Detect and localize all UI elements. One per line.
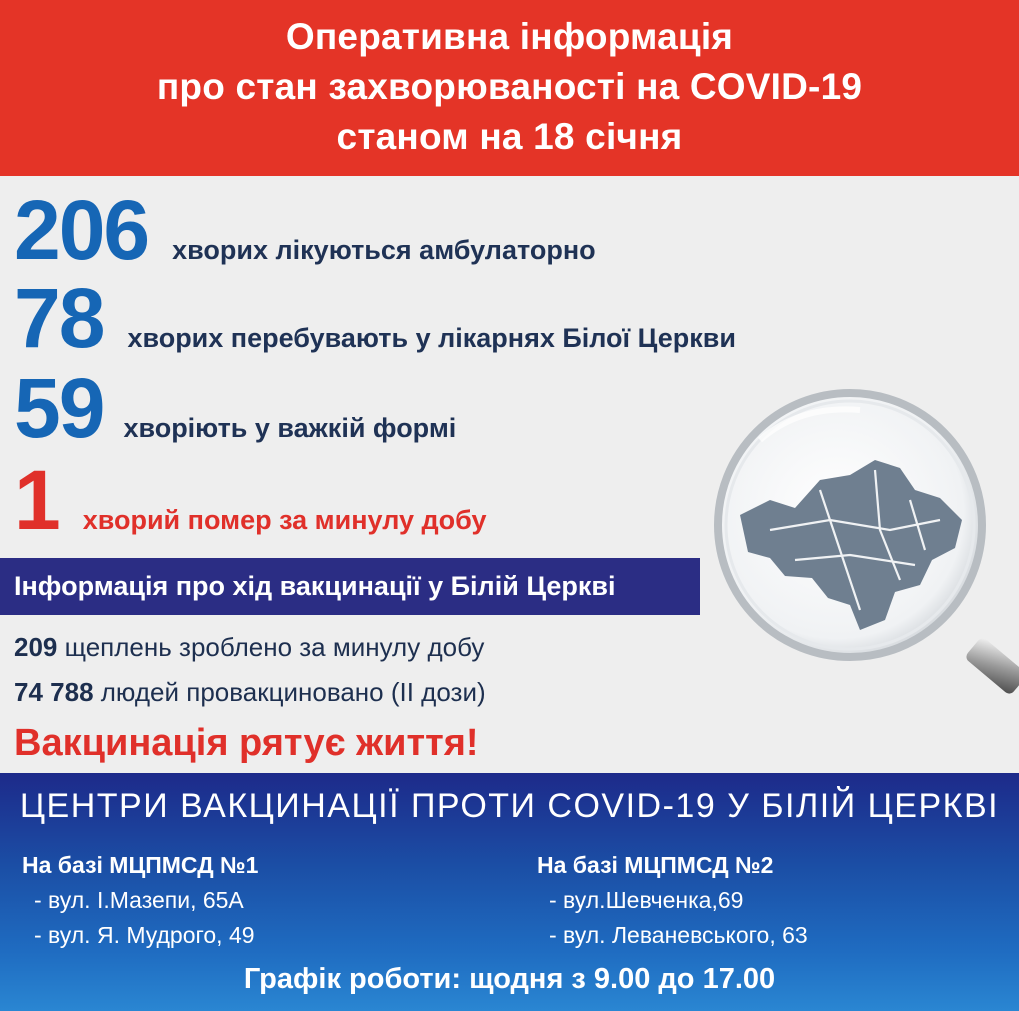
center-name: На базі МЦПМСД №2 [537, 852, 774, 878]
header-banner [0, 0, 1019, 176]
vaccination-daily [14, 632, 484, 663]
stat-deaths [14, 452, 487, 549]
vaccination-heading: Інформація про хід вакцинації у Білій Церкві [0, 558, 700, 615]
center-address: - вул. І.Мазепи, 65А [34, 887, 244, 913]
center-address: - вул. Леваневського, 63 [549, 922, 808, 948]
header-title-line3: станом на 18 січня [336, 116, 683, 157]
work-schedule: Графік роботи: щодня з 9.00 до 17.00 [243, 963, 776, 995]
stat-hospital [14, 270, 736, 367]
magnifier-icon [700, 380, 1019, 710]
vaccination-centers-panel [0, 773, 1019, 1011]
header-title-line1: Оперативна інформація [285, 16, 734, 57]
center-address: - вул.Шевченка,69 [549, 887, 744, 913]
centers-title: ЦЕНТРИ ВАКЦИНАЦІЇ ПРОТИ COVID-19 У БІЛІЙ ЦЕРКВІ [19, 787, 1000, 825]
vaccination-slogan: Вакцинація рятує життя! [14, 722, 479, 764]
center-1 [22, 848, 258, 953]
stat-severe [14, 360, 456, 457]
header-title-line2: про стан захворюваності на COVID-19 [156, 66, 863, 107]
stat-number: 78 [14, 271, 104, 365]
stat-number: 1 [14, 453, 59, 547]
stat-text: хворий помер за минулу добу [82, 505, 487, 535]
center-address: - вул. Я. Мудрого, 49 [34, 922, 255, 948]
center-name: На базі МЦПМСД №1 [22, 852, 259, 878]
vaccination-total-text: людей провакциновано (ІІ дози) [100, 677, 486, 707]
vaccination-daily-number: 209 [14, 632, 58, 662]
stat-number: 59 [14, 361, 104, 455]
vaccination-daily-text: щеплень зроблено за минулу добу [64, 632, 485, 662]
stat-text: хворих лікуються амбулаторно [172, 235, 596, 265]
center-2 [537, 848, 808, 953]
stat-number: 206 [14, 183, 149, 277]
stat-ambulatory [14, 182, 596, 279]
vaccination-total-number: 74 788 [14, 677, 94, 707]
stat-text: хворіють у важкій формі [123, 413, 457, 443]
stat-text: хворих перебувають у лікарнях Білої Церкви [127, 323, 736, 353]
vaccination-total [14, 677, 486, 708]
